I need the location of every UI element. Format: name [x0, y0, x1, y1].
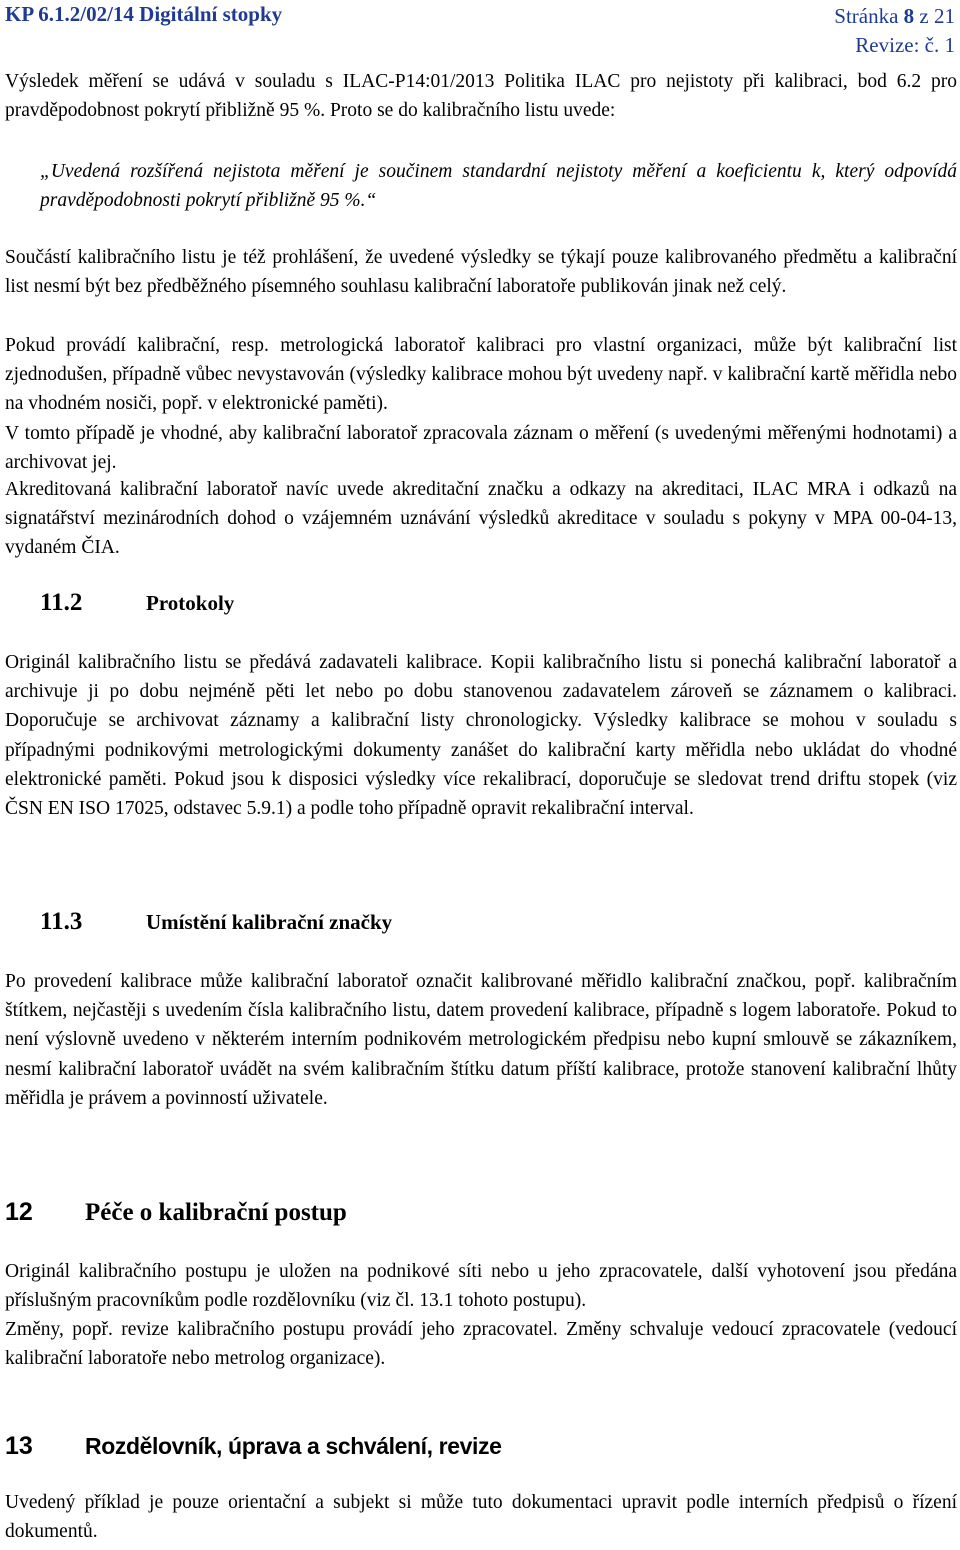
paragraph-statement: Součástí kalibračního listu je též prohlášení, že uvedené výsledky se týkají pouze kalibrovaného předmětu a kalibrační list nesmí být bez předběžného písemného souhlasu kalibrační laboratoře publikován jinak než celý. — [5, 247, 957, 298]
page-total: z 21 — [914, 4, 955, 28]
section-title: Rozdělovník, úprava a schválení, revize — [85, 1433, 502, 1459]
header-document-id: KP 6.1.2/02/14 Digitální stopky — [5, 2, 283, 26]
section-title: Umístění kalibrační značky — [146, 910, 393, 934]
section-number: 12 — [5, 1198, 33, 1226]
section-heading-11-3 — [40, 908, 392, 936]
section-number: 11.3 — [40, 908, 83, 935]
section-number: 13 — [5, 1432, 33, 1460]
page-prefix: Stránka — [834, 4, 904, 28]
section-title: Péče o kalibrační postup — [85, 1199, 347, 1226]
section-text-12-a: Originál kalibračního postupu je uložen na podnikové síti nebo u jeho zpracovatele, další vyhotovení jsou předána příslušným pracovníkům podle rozdělovníku (viz čl. 13.1 tohoto postupu). — [5, 1261, 957, 1312]
section-text-12-b: Změny, popř. revize kalibračního postupu provádí jeho zpracovatel. Změny schvaluje vedoucí zpracovatele (vedoucí kalibrační laboratoře nebo metrolog organizace). — [5, 1319, 957, 1370]
page-number: 8 — [903, 4, 915, 28]
paragraph-own-lab: Pokud provádí kalibrační, resp. metrologická laboratoř kalibraci pro vlastní organizaci, může být kalibrační list zjednodušen, případně vůbec nevystavován (výsledky kalibrace mohou být uvedeny např. v kalibrační kartě měřidla nebo na vhodném nosiči, popř. v elektronické paměti). — [5, 335, 957, 415]
section-title: Protokoly — [146, 591, 235, 615]
paragraph-quote: „Uvedená rozšířená nejistota měření je součinem standardní nejistoty měření a koeficientu k, který odpovídá pravděpodobnosti pokrytí přibližně 95 %.“ — [40, 161, 957, 212]
header-page-line — [834, 2, 955, 31]
header-revision: Revize: č. 1 — [855, 33, 955, 57]
paragraph-record: V tomto případě je vhodné, aby kalibrační laboratoř zpracovala záznam o měření (s uvedenými měřenými hodnotami) a archivovat jej. — [5, 423, 957, 474]
section-heading-11-2 — [40, 589, 234, 617]
section-heading-12 — [5, 1198, 347, 1227]
paragraph-uncertainty: Výsledek měření se udává v souladu s ILAC-P14:01/2013 Politika ILAC pro nejistoty při kalibraci, bod 6.2 pro pravděpodobnost pokrytí přibližně 95 %. Proto se do kalibračního listu uvede: — [5, 71, 957, 122]
paragraph-accredited: Akreditovaná kalibrační laboratoř navíc uvede akreditační značku a odkazy na akreditaci, ILAC MRA i odkazů na signatářství mezinárodních dohod o vzájemném uznávání výsledků akreditace v souladu s pokyny v MPA 00-04-13, vydaném ČIA. — [5, 479, 957, 559]
section-number: 11.2 — [40, 589, 83, 616]
section-text-13: Uvedený příklad je pouze orientační a subjekt si může tuto dokumentaci upravit podle interních předpisů o řízení dokumentů. — [5, 1492, 957, 1543]
section-text-11-3: Po provedení kalibrace může kalibrační laboratoř označit kalibrované měřidlo kalibrační značkou, popř. kalibračním štítkem, nejčastěji s uvedením čísla kalibračního listu, datem provedení kalibrace, případně s logem laboratoře. Pokud to není výslovně uvedeno v některém interním podnikovém metrologickém předpisu nebo kupní smlouvě se zákazníkem, nesmí kalibrační laboratoř uvádět na svém kalibračním štítku datum příští kalibrace, protože stanovení kalibrační lhůty měřidla je právem a povinností uživatele. — [5, 971, 957, 1109]
header-page-info — [834, 2, 955, 60]
section-text-11-2: Originál kalibračního listu se předává zadavateli kalibrace. Kopii kalibračního listu si ponechá kalibrační laboratoř a archivuje ji po dobu nejméně pěti let nebo po dobu stanovenou zadavatelem zároveň se záznamem o kalibraci. Doporučuje se archivovat záznamy a kalibrační listy chronologicky. Výsledky kalibrace se mohou v souladu s případnými podnikovými metrologickými dokumenty zanášet do kalibrační karty měřidla nebo ukládat do vhodné elektronické paměti. Pokud jsou k disposici výsledky více rekalibrací, doporučuje se sledovat trend driftu stopek (viz ČSN EN ISO 17025, odstavec 5.9.1) a podle toho případně opravit rekalibrační interval. — [5, 652, 957, 820]
section-heading-13 — [5, 1432, 501, 1461]
